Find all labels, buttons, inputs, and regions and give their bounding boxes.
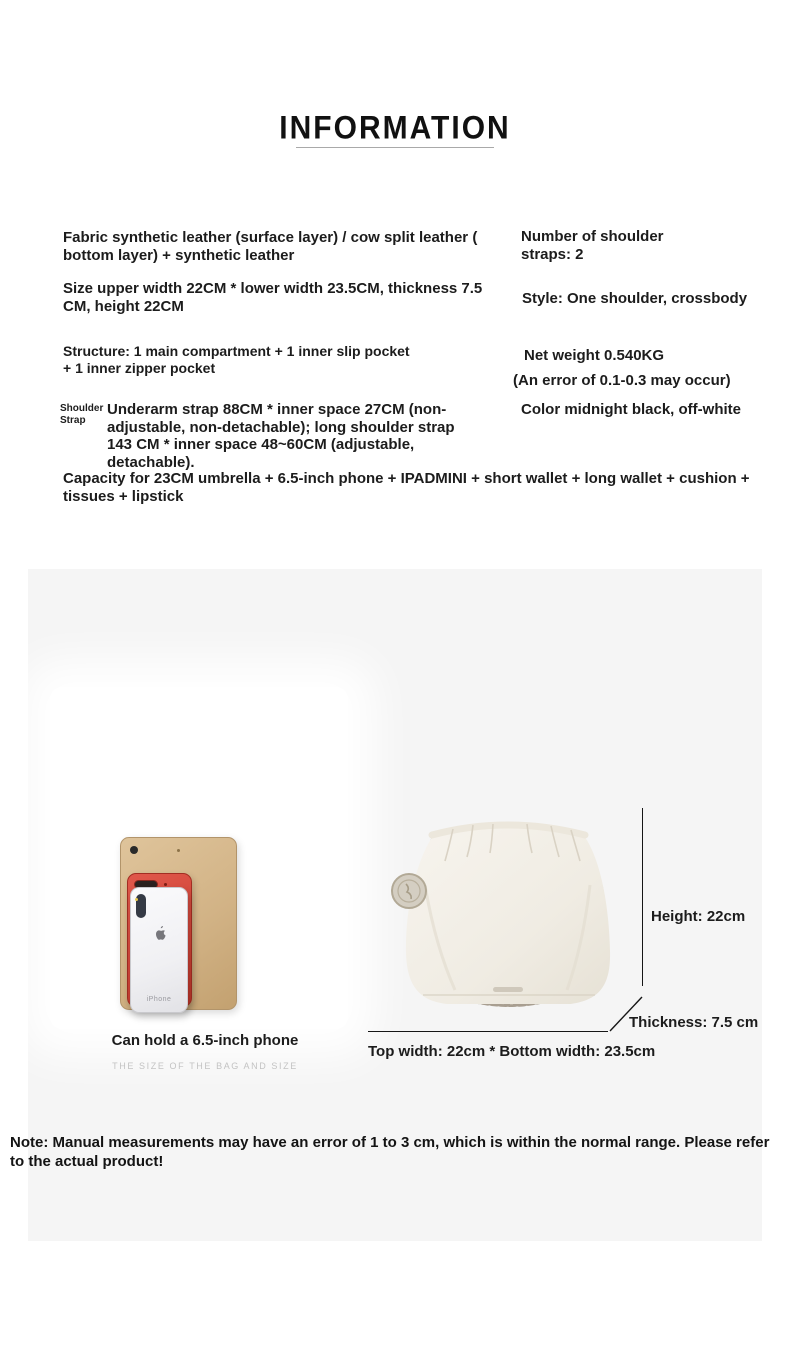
white-phone-flash-dot	[135, 898, 138, 901]
header	[0, 112, 790, 148]
white-phone-camera-icon	[136, 894, 146, 918]
spec-structure: Structure: 1 main compartment + 1 inner slip pocket + 1 inner zipper pocket	[63, 343, 410, 376]
spec-size: Size upper width 22CM * lower width 23.5CM, thickness 7.5 CM, height 22CM	[63, 280, 483, 315]
height-dimension-label: Height: 22cm	[651, 908, 746, 925]
spec-style: Style: One shoulder, crossbody	[522, 290, 748, 307]
white-phone-image	[130, 887, 188, 1013]
red-phone-flash-dot	[164, 883, 167, 886]
page-title: INFORMATION	[279, 110, 511, 147]
apple-logo-icon	[154, 926, 167, 942]
phone-subcaption: THE SIZE OF THE BAG AND SIZE	[112, 1061, 298, 1071]
ipad-mic-dot	[177, 849, 180, 852]
thickness-dimension-label: Thickness: 7.5 cm	[629, 1014, 759, 1031]
measurement-note: Note: Manual measurements may have an error of 1 to 3 cm, which is within the normal range. Please refer to the actual product!	[10, 1134, 770, 1170]
iphone-wordmark: iPhone	[146, 996, 172, 1003]
spec-fabric: Fabric synthetic leather (surface layer) / cow split leather ( bottom layer) + synthetic leather	[63, 229, 478, 264]
width-dimension-label: Top width: 22cm * Bottom width: 23.5cm	[368, 1043, 656, 1060]
bag-image	[375, 795, 640, 1030]
spec-shoulder-strap-label: Shoulder Strap	[60, 403, 104, 426]
spec-capacity: Capacity for 23CM umbrella + 6.5-inch phone + IPADMINI + short wallet + long wallet + cushion + tissues + lipstick	[63, 470, 750, 505]
spec-shoulder-strap: Underarm strap 88CM * inner space 27CM (non-adjustable, non-detachable); long shoulder strap 143 CM * inner space 48~60CM (adjustable, detachable).	[107, 401, 455, 471]
spec-strap-count: Number of shoulder straps: 2	[521, 228, 664, 263]
spec-net-weight: Net weight 0.540KG	[524, 347, 665, 364]
width-dimension-line	[368, 1031, 608, 1032]
ipad-camera-icon	[130, 846, 138, 854]
bag-logo	[493, 987, 523, 992]
spec-net-weight-note: (An error of 0.1-0.3 may occur)	[513, 372, 731, 389]
bag-body	[406, 824, 610, 1004]
bag-medallion-charm	[392, 874, 426, 908]
spec-color: Color midnight black, off-white	[521, 401, 741, 418]
height-dimension-line	[642, 808, 643, 986]
phone-caption: Can hold a 6.5-inch phone	[111, 1032, 299, 1049]
